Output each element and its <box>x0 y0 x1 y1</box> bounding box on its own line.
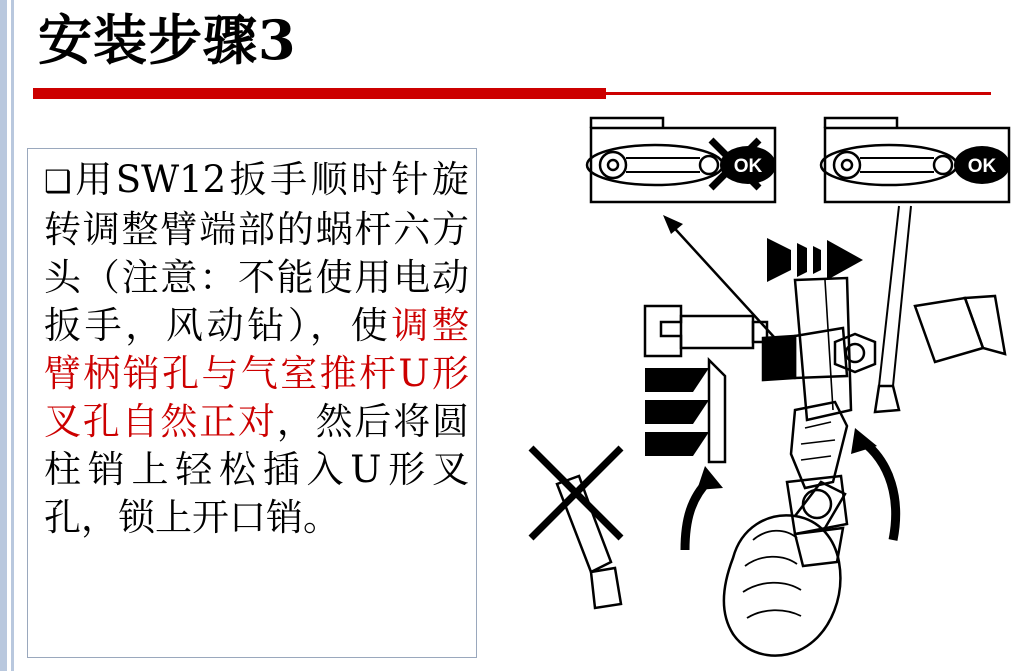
svg-text:OK: OK <box>733 156 763 177</box>
rotate-arrow <box>767 238 863 282</box>
svg-text:OK: OK <box>967 156 997 177</box>
up-arrow <box>685 466 723 550</box>
bracket-hatching <box>645 368 709 456</box>
curved-arrow <box>851 428 896 540</box>
left-accent-bar-outer <box>0 0 7 671</box>
body-segment-highlight: 调整臂柄销孔与气室推杆U形叉孔自然正对 <box>44 304 470 443</box>
wrench-tool <box>645 306 767 356</box>
brake-chamber <box>787 402 847 566</box>
support-rods <box>875 206 1005 412</box>
page-title: 安装步骤3 <box>38 8 297 72</box>
body-segment-3: ，然后将圆柱销上轻松插入U形叉孔，锁上开口销。 <box>44 400 470 539</box>
badge-right <box>954 146 1010 184</box>
installation-diagram <box>495 110 1015 660</box>
hex-head <box>835 334 875 372</box>
badge-left <box>720 146 776 184</box>
body-text <box>44 156 469 542</box>
title-underline-thick <box>33 88 606 99</box>
adjuster-housing <box>763 278 851 420</box>
checkbox-icon: ❑ <box>44 164 72 200</box>
title-underline-thin <box>606 92 991 95</box>
body-segment-1: 用SW12扳手顺时针旋转调整臂端部的蜗杆六方头（注意：不能使用电动扳手，风动钻），使 <box>44 158 469 347</box>
cross-mark-large <box>531 448 621 538</box>
left-accent-bar-inner <box>11 0 14 671</box>
